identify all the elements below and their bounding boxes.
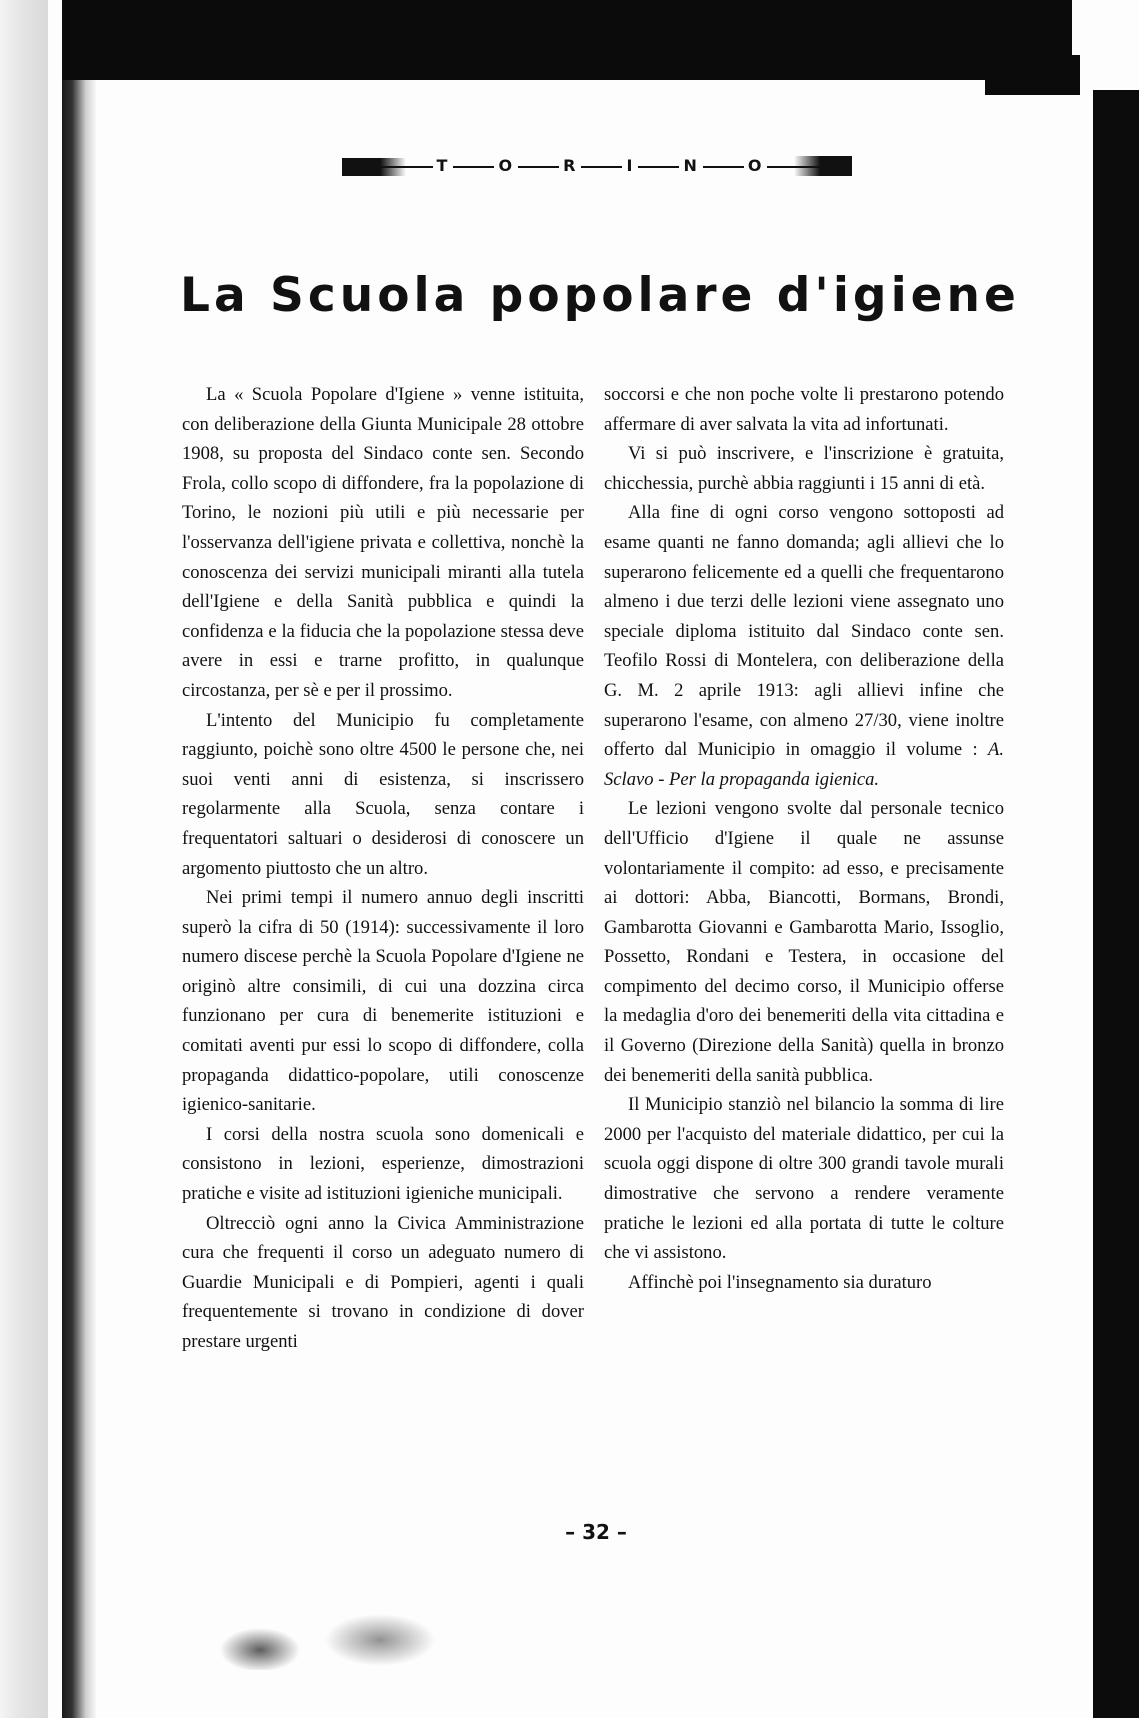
banner-ornament-right bbox=[794, 156, 852, 176]
paragraph bbox=[604, 498, 1004, 794]
paragraph bbox=[182, 1120, 584, 1209]
banner-letters bbox=[412, 156, 788, 176]
text-column-left bbox=[182, 380, 584, 1357]
scan-edge-left bbox=[0, 0, 48, 1718]
paragraph bbox=[182, 1209, 584, 1357]
paragraph bbox=[604, 794, 1004, 1090]
paragraph bbox=[604, 439, 1004, 498]
text-column-right bbox=[604, 380, 1004, 1297]
page-number-dash-left: – bbox=[565, 1520, 576, 1544]
banner-letter: I bbox=[622, 157, 638, 175]
paragraph bbox=[182, 883, 584, 1120]
banner-letter: O bbox=[494, 157, 518, 175]
page-number-dash-right: – bbox=[616, 1520, 627, 1544]
banner-letter: R bbox=[559, 157, 581, 175]
paragraph-text: Le lezioni vengono svolte dal personale tecnico dell'Ufficio d'Igiene il quale ne assunse volontariamente il compito: ad esso, e precisamente ai dottori: Abba, Biancotti, Bormans, Brondi, Gambarotta Giovanni e Gambarotta Mario, Issoglio, Possetto, Rondani e Testera, in occasione del compimento del decimo corso, il Municipio offerse la medaglia d'oro dei benemeriti della vita cittadina e il Governo (Direzione della Sanità) quella in bronzo dei benemeriti della sanità pubblica. bbox=[604, 798, 1004, 1086]
paragraph-text: soccorsi e che non poche volte li prestarono potendo affermare di aver salvata la vita ad infortunati. bbox=[604, 384, 1004, 435]
paragraph bbox=[182, 706, 584, 884]
scan-edge-top-corner bbox=[985, 55, 1080, 95]
paragraph-text: Il Municipio stanziò nel bilancio la somma di lire 2000 per l'acquisto del materiale didattico, per cui la scuola oggi dispone di oltre 300 grandi tavole murali dimostrative che servono a rendere veramente pratiche le lezioni ed alla portata di tutte le colture che vi assistono. bbox=[604, 1094, 1004, 1264]
paragraph bbox=[182, 380, 584, 706]
paragraph-text: Vi si può inscrivere, e l'inscrizione è gratuita, chicchessia, purchè abbia raggiunti i 15 anni di età. bbox=[604, 443, 1004, 494]
banner-letter: O bbox=[744, 157, 768, 175]
banner-letter: N bbox=[679, 157, 702, 175]
book-title: A. Sclavo - Per la propaganda igienica. bbox=[604, 739, 1004, 790]
paragraph-text: Oltrecciò ogni anno la Civica Amministrazione cura che frequenti il corso un adeguato numero di Guardie Municipali e di Pompieri, agenti i quali frequentemente si trovano in condizione di dover prestare urgenti bbox=[182, 1212, 584, 1352]
page-number bbox=[556, 1520, 636, 1544]
paragraph-text: L'intento del Municipio fu completamente raggiunto, poichè sono oltre 4500 le persone che, nei suoi venti anni di esistenza, si inscrissero regolarmente alla Scuola, senza contare i frequentatori saltuari o desiderosi di conoscere un argomento piuttosto che un altro. bbox=[182, 709, 584, 879]
page-number-value: 32 bbox=[582, 1520, 610, 1544]
paragraph-text: Alla fine di ogni corso vengono sottoposti ad esame quanti ne fanno domanda; agli allievi che lo superarono felicemente ed a quelli che frequentarono almeno i due terzi delle lezioni viene assegnato uno speciale diploma istituito dal Sindaco conte sen. Teofilo Rossi di Montelera, con deliberazione della G. M. 2 aprile 1913: agli allievi infine che superarono l'esame, con almeno 27/30, viene inoltre offerto dal Municipio in omaggio il volume : bbox=[604, 502, 1004, 761]
paragraph-text: Affinchè poi l'insegnamento sia duraturo bbox=[628, 1271, 932, 1293]
scan-smudge bbox=[210, 1600, 450, 1670]
paragraph bbox=[604, 380, 1004, 439]
paragraph bbox=[604, 1268, 1004, 1298]
scan-edge-top-inner bbox=[62, 40, 992, 80]
banner-letter: T bbox=[433, 157, 454, 175]
page-title: La Scuola popolare d'igiene bbox=[180, 268, 1020, 323]
paragraph-text: La « Scuola Popolare d'Igiene » venne istituita, con deliberazione della Giunta Municipale 28 ottobre 1908, su proposta del Sindaco conte sen. Secondo Frola, collo scopo di diffondere, fra la popolazione di Torino, le nozioni più utili e più necessarie per l'osservanza dell'igiene privata e collettiva, nonchè la conoscenza dei servizi municipali miranti alla tutela dell'Igiene e della Sanità pubblica e quindi la confidenza e la fiducia che la popolazione stessa deve avere in essi e trarne profitto, in qualunque circostanza, per sè e per il prossimo. bbox=[182, 384, 584, 701]
paragraph bbox=[604, 1090, 1004, 1268]
binding-shadow bbox=[62, 0, 96, 1718]
scan-edge-right bbox=[1093, 90, 1139, 1718]
paragraph-text: Nei primi tempi il numero annuo degli inscritti superò la cifra di 50 (1914): successivamente il loro numero discese perchè la Scuola Popolare d'Igiene ne originò altre consimili, di cui una dozzina circa funzionano per cura di benemerite istituzioni e comitati aventi pur essi lo scopo di diffondere, colla propaganda didattico-popolare, utili conoscenze igienico-sanitarie. bbox=[182, 887, 584, 1116]
paragraph-text: I corsi della nostra scuola sono domenicali e consistono in lezioni, esperienze, dimostrazioni pratiche e visite ad istituzioni igieniche municipali. bbox=[182, 1123, 584, 1205]
torino-header-banner bbox=[342, 156, 852, 176]
banner-ornament-left bbox=[342, 158, 406, 176]
